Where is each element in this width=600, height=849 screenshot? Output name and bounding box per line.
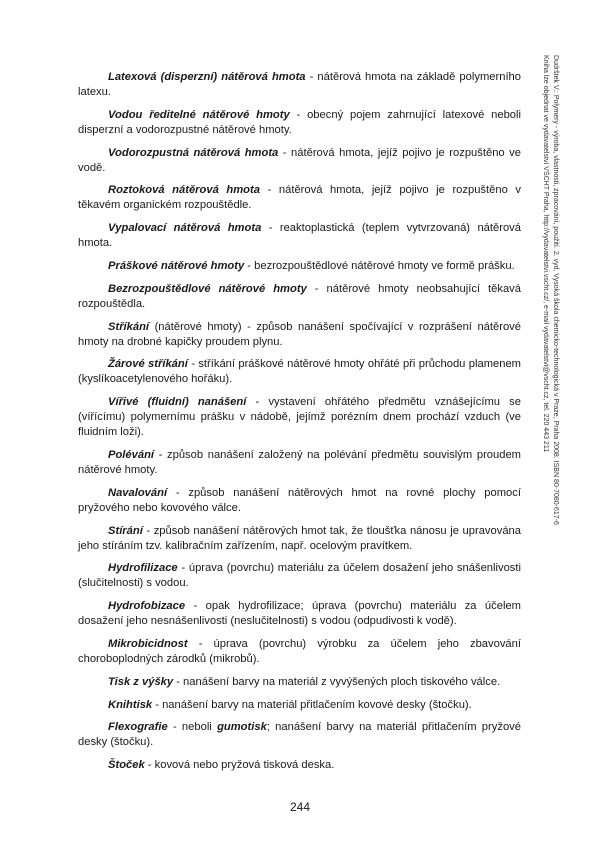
glossary-entry [78, 259, 521, 274]
entry-term: Roztoková nátěrová hmota [108, 184, 260, 197]
entry-term: Knihtisk [108, 698, 153, 711]
entry-term: Vypalovací nátěrová hmota [108, 222, 262, 235]
entry-term: Latexová (disperzní) nátěrová hmota [108, 71, 306, 83]
entry-text: - úprava (povrchu) materiálu za účelem dosažení jeho snášenlivosti (slučitelnosti) s vodou. [78, 562, 521, 590]
citation-line: Kniha lze objednat ve vydavatelství VŠCHT Praha, http://vydavatelstvi.vscht.cz/, e-mail vydavatelstvi@vscht.cz, tel. 220 443 211 [542, 55, 549, 453]
entry-term: Stírání [108, 524, 143, 537]
entry-term: Štoček [108, 759, 145, 772]
glossary-entry [78, 524, 521, 554]
entry-term: Mikrobicidnost [108, 637, 188, 650]
entry-text: - nátěrové hmoty neobsahující těkavá rozpouštědla. [78, 282, 521, 310]
glossary-entry [78, 720, 521, 750]
entry-text-cont: ; nanášení barvy na materiál přitlačením pryžové desky (štočku). [78, 721, 521, 749]
glossary-entry [78, 698, 521, 713]
entry-text: - bezrozpouštědlové nátěrové hmoty ve formě prášku. [244, 259, 515, 272]
glossary [78, 70, 521, 781]
entry-text: - nátěrová hmota na základě polymerního latexu. [78, 71, 521, 98]
entry-text: - způsob nanášení založený na polévání předmětu souvislým proudem nátěrové hmoty. [78, 448, 521, 476]
entry-term: Bezrozpouštědlové nátěrové hmoty [108, 282, 307, 295]
entry-term: Stříkání [108, 320, 150, 333]
glossary-entry [78, 320, 521, 350]
entry-text: - opak hydrofilizace; úprava (povrchu) materiálu za účelem dosažení jeho nesnášenlivosti (neslučitelnosti) s vodou (odpudivosti k vodě). [78, 600, 521, 628]
entry-term: Polévání [108, 448, 155, 461]
entry-text: - kovová nebo pryžová tisková deska. [144, 759, 335, 772]
entry-term: Hydrofobizace [108, 600, 186, 613]
entry-text: - nanášení barvy na materiál z vyvýšených ploch tiskového válce. [173, 675, 501, 688]
entry-term: Práškové nátěrové hmoty [108, 259, 245, 272]
citation-line: Dudrštek V.: Polymery - výroba, vlastnosti, zpracování, použití. 2. vyd. Vysoká škola chemicko-technologická v Praze, Praha 2008. ISBN 80-7080-617-6 [552, 55, 559, 525]
entry-term: Vířivé (fluidní) nanášení [108, 396, 247, 409]
glossary-entry [78, 758, 521, 773]
entry-term: Hydrofilizace [108, 562, 178, 575]
entry-text: - způsob nanášení nátěrových hmot tak, že tloušťka nánosu je upravována jeho stíráním tzv. kalibračním zařízením, např. ocelovým pravítkem. [78, 524, 521, 552]
glossary-entry [78, 675, 521, 690]
entry-term: Navalování [108, 486, 168, 499]
entry-text: - neboli [167, 721, 218, 734]
entry-text: - nanášení barvy na materiál přitlačením kovové desky (štočku). [152, 698, 472, 711]
entry-term: Vodou ředitelné nátěrové hmoty [108, 108, 290, 121]
entry-text: - obecný pojem zahrnující latexové neboli disperzní a vodorozpustné nátěrové hmoty. [78, 108, 521, 136]
entry-text: - stříkání práškové nátěrové hmoty ohřáté při průchodu plamenem (kyslíkoacetylenového hořáku). [78, 358, 521, 386]
entry-text: (nátěrové hmoty) - způsob nanášení spočívající v rozprášení nátěrové hmoty na drobné kapičky proudem plynu. [78, 320, 521, 348]
entry-term: Flexografie [108, 721, 168, 734]
entry-text: - vystavení ohřátého předmětu vznášejícímu se (vířícímu) polymernímu prášku v nádobě, jejímž porézním dnem prochází vzduch (ve fluidním loži). [78, 396, 521, 439]
glossary-entry [78, 221, 521, 251]
glossary-entry [78, 486, 521, 516]
glossary-entry [78, 146, 521, 176]
entry-text: - reaktoplastická (teplem vytvrzovaná) nátěrová hmota. [78, 222, 521, 250]
glossary-entry [78, 561, 521, 591]
glossary-entry [78, 357, 521, 387]
entry-text: - způsob nanášení nátěrových hmot na rovné plochy pomocí pryžového nebo kovového válce. [78, 486, 521, 514]
entry-term: Tisk z výšky [108, 675, 174, 688]
entry-term: Vodorozpustná nátěrová hmota [108, 146, 279, 159]
glossary-entry [78, 395, 521, 440]
glossary-entry [78, 282, 521, 312]
glossary-entry [78, 70, 521, 100]
glossary-entry [78, 183, 521, 213]
glossary-entry [78, 108, 521, 138]
entry-text: - úprava (povrchu) výrobku za účelem jeho zbavování choroboplodných zárodků (mikrobů). [78, 637, 521, 665]
entry-text: - nátěrová hmota, jejíž pojivo je rozpuštěno v těkavém organickém rozpouštědle. [78, 184, 521, 212]
entry-text: - nátěrová hmota, jejíž pojivo je rozpuštěno ve vodě. [78, 146, 521, 174]
page-number: 244 [289, 800, 311, 814]
glossary-entry [78, 599, 521, 629]
side-citation [540, 55, 560, 585]
glossary-entry [78, 637, 521, 667]
glossary-entry [78, 448, 521, 478]
entry-term-alt: gumotisk [217, 721, 267, 734]
entry-term: Žárové stříkání [108, 358, 188, 371]
